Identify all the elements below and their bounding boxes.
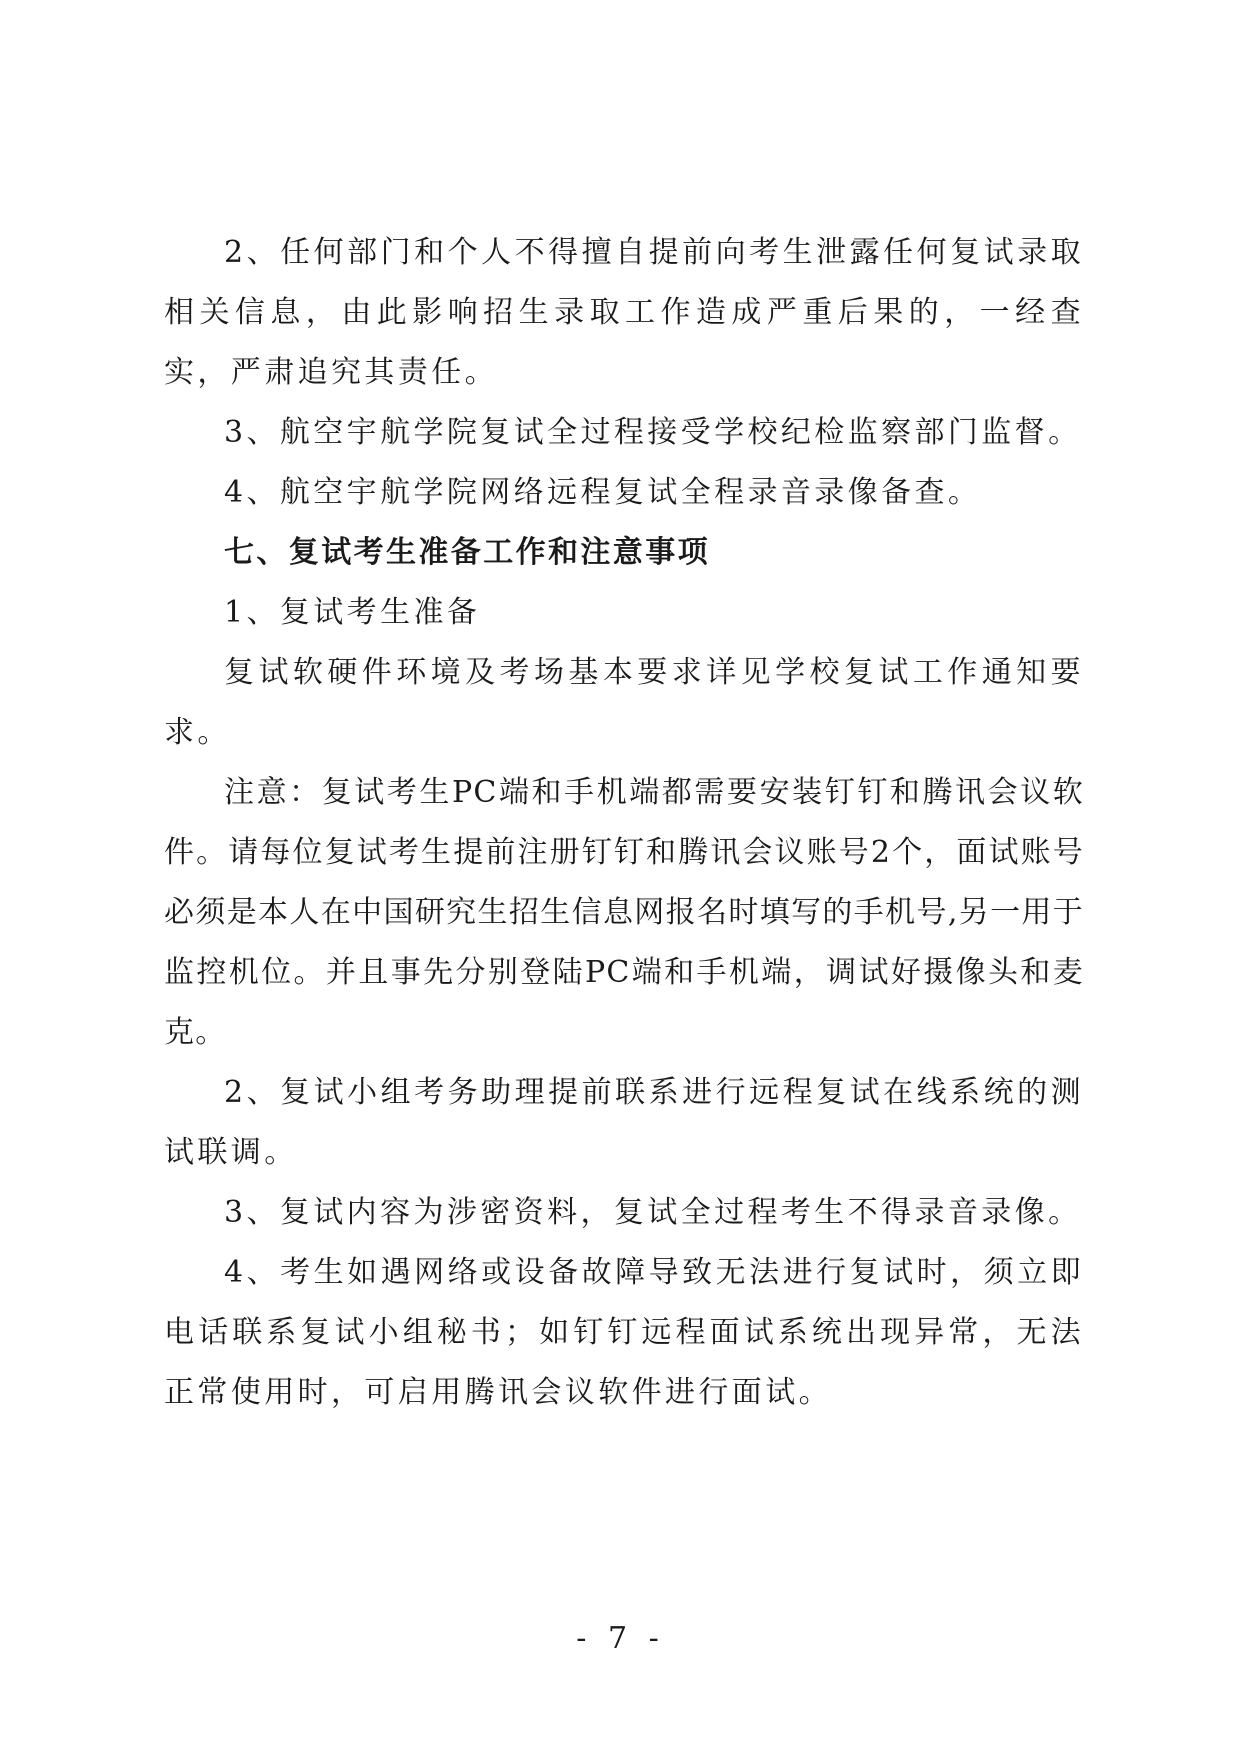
paragraph-recording: 4、航空宇航学院网络远程复试全程录音录像备查。 [224,475,982,510]
paragraph-supervision: 3、航空宇航学院复试全过程接受学校纪检监察部门监督。 [224,415,1082,450]
paragraph-candidate-prep-title: 1、复试考生准备 [224,595,481,630]
paragraph-environment: 复试软硬件环境及考场基本要求详见学校复试工作通知要求。 [164,655,1084,750]
section-heading: 七、复试考生准备工作和注意事项 [224,535,710,570]
paragraph-test-contact: 2、复试小组考务助理提前联系进行远程复试在线系统的测试联调。 [164,1075,1084,1170]
paragraph-confidential: 3、复试内容为涉密资料，复试全过程考生不得录音录像。 [224,1195,1082,1230]
paragraph-fault-handling: 4、考生如遇网络或设备故障导致无法进行复试时，须立即电话联系复试小组秘书；如钉钉远程面试系统出现异常，无法正常使用时，可启用腾讯会议软件进行面试。 [164,1255,1084,1410]
page-body [164,223,1084,1423]
page-number: - 7 - [576,1621,665,1656]
paragraph-no-leak: 2、任何部门和个人不得擅自提前向考生泄露任何复试录取相关信息，由此影响招生录取工作造成严重后果的，一经查实，严肃追究其责任。 [164,235,1084,390]
paragraph-notice: 注意：复试考生PC端和手机端都需要安装钉钉和腾讯会议软件。请每位复试考生提前注册钉钉和腾讯会议账号2个，面试账号必须是本人在中国研究生招生信息网报名时填写的手机号,另一用于监控机位。并且事先分别登陆PC端和手机端，调试好摄像头和麦克。 [164,775,1084,1050]
